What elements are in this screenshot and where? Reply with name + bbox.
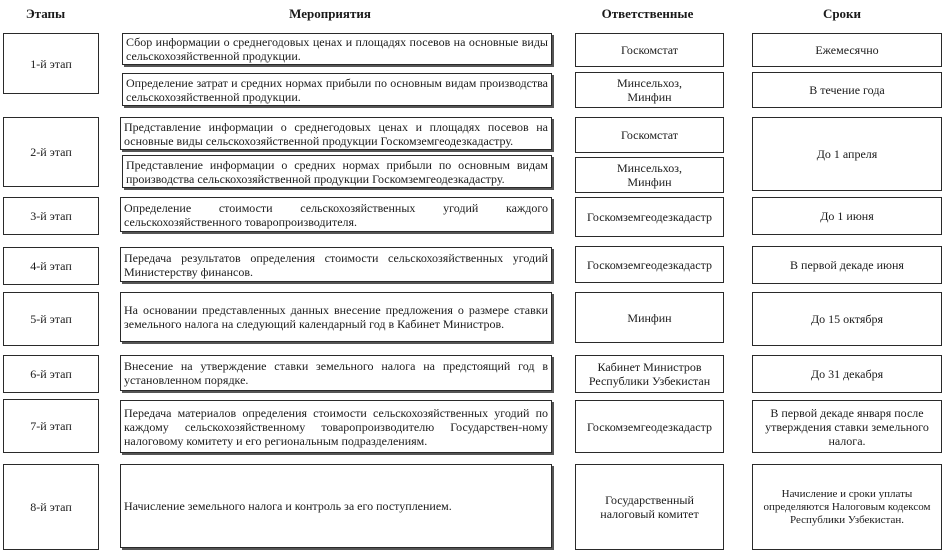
deadline-7: В первой декаде января после утверждения ставки земельного налога.	[752, 400, 942, 453]
deadline-6: До 31 декабря	[752, 355, 942, 393]
activity-6-text: Внесение на утверждение ставки земельного налога на предстоящий год в установленном порядке.	[124, 359, 548, 387]
activity-7-text: Передача материалов определения стоимости сельскохозяйственных угодий по каждому сельскохозяйственному товаропроизводителю Государствен-ному налоговому комитету и его региональным подразделениям.	[124, 405, 548, 448]
header-responsible: Ответственные	[601, 6, 694, 21]
activity-3-text: Определение стоимости сельскохозяйственных угодий каждого сельскохозяйственного товаропроизводителя.	[124, 200, 548, 229]
deadline-8: Начисление и сроки уплаты определяются Налоговым кодексом Республики Узбекистан.	[752, 464, 942, 550]
stage-6: 6-й этап	[3, 355, 99, 393]
activity-8	[120, 464, 552, 548]
activity-7	[120, 400, 552, 453]
activity-4	[120, 247, 552, 282]
activity-1a	[122, 33, 552, 65]
header-stages: Этапы	[25, 6, 66, 21]
responsible-1a: Госкомстат	[575, 33, 724, 67]
activity-1b-text: Определение затрат и средних нормах прибыли по основным видам производства сельскохозяйственной продукции.	[126, 75, 548, 104]
activity-5-text: На основании представленных данных внесение предложения о размере ставки земельного налога на следующий календарный год в Кабинет Министров.	[124, 303, 548, 331]
activity-8-text: Начисление земельного налога и контроль за его поступлением.	[124, 499, 452, 513]
responsible-8	[575, 464, 724, 550]
stage-8: 8-й этап	[3, 464, 99, 550]
activity-5	[120, 292, 552, 342]
responsible-8-text: Государственный налоговый комитет	[600, 493, 699, 521]
stage-4: 4-й этап	[3, 247, 99, 285]
stage-1: 1-й этап	[3, 33, 99, 94]
stage-7: 7-й этап	[3, 399, 99, 453]
activity-2a	[120, 117, 552, 150]
activity-2a-text: Представление информации о среднегодовых ценах и площадях посевов на основные виды сельскохозяйственной продукции Госкомземгеодезкадастру.	[124, 119, 548, 148]
responsible-6-text: Кабинет Министров Республики Узбекистан	[588, 360, 711, 388]
deadline-1b: В течение года	[752, 72, 942, 108]
activity-2b	[122, 155, 552, 188]
responsible-7: Госкомземгеодезкадастр	[575, 400, 724, 453]
stage-3: 3-й этап	[3, 197, 99, 235]
responsible-4: Госкомземгеодезкадастр	[575, 246, 724, 283]
deadline-3: До 1 июня	[752, 197, 942, 235]
deadline-4: В первой декаде июня	[752, 246, 942, 284]
responsible-2b	[575, 157, 724, 193]
deadline-5: До 15 октября	[752, 292, 942, 346]
responsible-2a: Госкомстат	[575, 117, 724, 153]
stage-5: 5-й этап	[3, 292, 99, 346]
deadline-2: До 1 апреля	[752, 117, 942, 191]
responsible-1b	[575, 72, 724, 108]
responsible-1b-text: Минсельхоз, Минфин	[616, 76, 683, 104]
deadline-1a: Ежемесячно	[752, 33, 942, 67]
activity-1b	[122, 73, 552, 106]
responsible-2b-text: Минсельхоз, Минфин	[616, 161, 683, 189]
responsible-3: Госкомземгеодезкадастр	[575, 197, 724, 237]
activity-6	[120, 355, 552, 391]
header-activities: Мероприятия	[289, 6, 371, 21]
responsible-6	[575, 355, 724, 393]
header-deadlines: Сроки	[822, 6, 862, 21]
activity-4-text: Передача результатов определения стоимости сельскохозяйственных угодий Министерству финансов.	[124, 250, 548, 279]
activity-1a-text: Сбор информации о среднегодовых ценах и площадях посевов на основные виды сельскохозяйственной продукции.	[126, 35, 548, 63]
activity-3	[120, 197, 552, 232]
activity-2b-text: Представление информации о средних нормах прибыли по основным видам производства сельскохозяйственной продукции Госкомземгеодезкадастру.	[126, 157, 548, 186]
responsible-5: Минфин	[575, 292, 724, 343]
stage-2: 2-й этап	[3, 117, 99, 187]
